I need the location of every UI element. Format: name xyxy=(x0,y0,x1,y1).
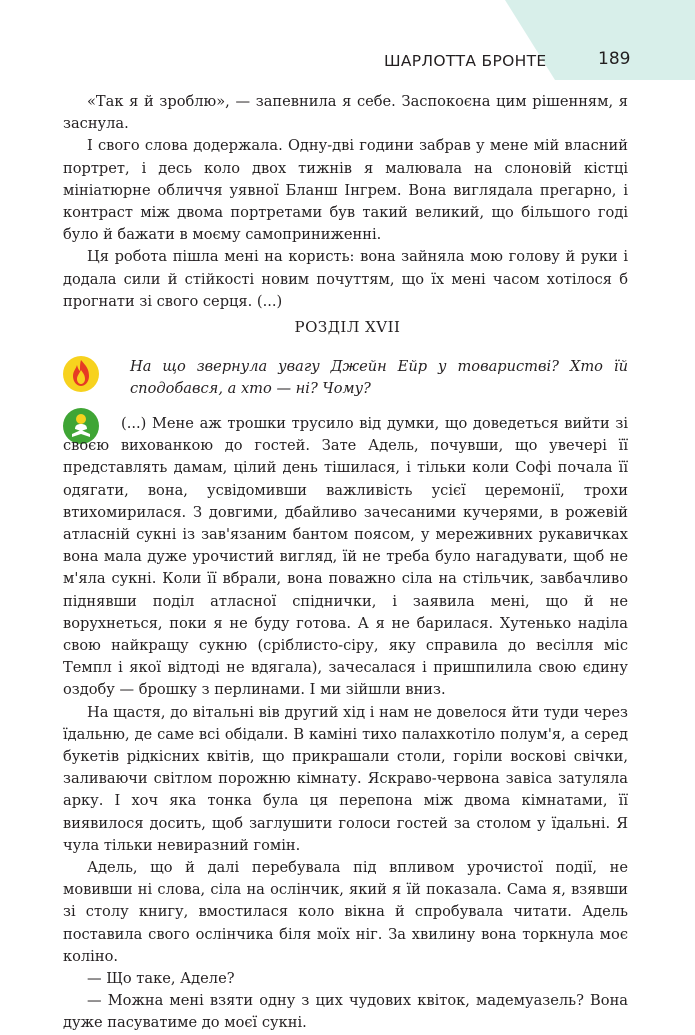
paragraph: На щастя, до вітальні вів другий хід і нам не довелося йти туди через їдальню, де саме всі обідали. В каміні тихо палахкотіло полум'я, а серед букетів рідкісних квітів, що прикрашали столи, горіли воскові свічки, заливаючи світлом порожню кімнату. Яскраво-червона завіса затуляла арку. І хоч яка тонка була ця перепона між двома кімнатами, її виявилося досить, щоб заглушити голоси гостей за столом у їдальні. Я чула тільки невиразний гомін. xyxy=(63,703,628,854)
dialogue-line: — Що таке, Аделе? xyxy=(87,970,235,988)
paragraph: (...) Мене аж трошки трусило від думки, що доведеться вийти зі своєю вихованкою до гостей. Зате Адель, почувши, що увечері її представлять дамам, цілий день тішилася, і тільки коли Софі почала її одягати, вона, усвідомивши важливість усієї церемонії, трохи втихомирилася. З довгими, дбайливо зачесаними кучерями, в рожевій атласній сукні із зав'язаним бантом поясом, у мереживних рукавичках вона мала дуже урочистий вигляд, їй не треба було нагадувати, щоб не м'яла сукні. Коли її вбрали, вона поважно сіла на стільчик, завбачливо піднявши поділ атласної спіднички, і заявила мені, що й не ворухнеться, поки я не буду готова. А я не барилася. Хутенько наділа свою найкращу сукню (сріблисто-сіру, яку справила до весілля міс Темпл і якої відтоді не вдягала), зачесалася і пришпилила свою єдину оздобу — брошку з перлинами. І ми зійшли вниз. xyxy=(63,415,628,699)
top-text xyxy=(63,91,628,313)
paragraph: І свого слова додержала. Одну-дві години забрав у мене мій власний портрет, і десь коло двох тижнів я малювала на слоновій кістці мініатюрне обличчя уявної Бланш Інгрем. Вона виглядала прегарно, і контраст між двома портретами був такий великий, що більшого годі було й бажати в моєму самоприниженні. xyxy=(63,137,628,244)
chapter-title: РОЗДІЛ XVII xyxy=(294,318,401,336)
reading-text xyxy=(63,413,628,1035)
question-text: На що звернула увагу Джейн Ейр у товаристві? Хто їй сподобався, а хто — ні? Чому? xyxy=(130,358,628,398)
paragraph: Ця робота пішла мені на користь: вона зайняла мою голову й руки і додала сили й стійкості новим почуттям, що їх мені часом хотілося б прогнати зі свого серця. (...) xyxy=(63,248,628,310)
paragraph: «Так я й зроблю», — запевнила я себе. Заспокоєна цим рішенням, я заснула. xyxy=(63,93,628,133)
running-head: ШАРЛОТТА БРОНТЕ xyxy=(384,52,547,70)
page-number: 189 xyxy=(598,49,631,69)
paragraph: Адель, що й далі перебувала під впливом урочистої події, не мовивши ні слова, сіла на ослінчик, який я їй показала. Сама я, взявши зі столу книгу, вмостилася коло вікна й спробувала читати. Адель поставила свого ослінчика біля моїх ніг. За хвилину вона торкнула моє коліно. xyxy=(63,859,628,965)
fire-icon xyxy=(62,355,100,393)
dialogue-line: — Можна мені взяти одну з цих чудових квіток, мадемуазель? Вона дуже пасуватиме до моєї сукні. xyxy=(63,992,628,1032)
header-band xyxy=(0,0,695,80)
